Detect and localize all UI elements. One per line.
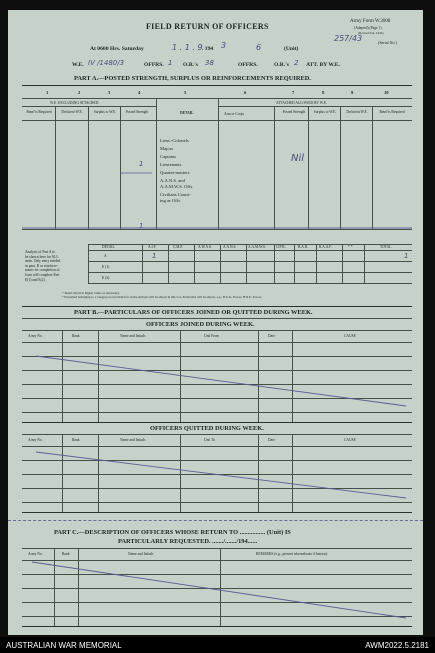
part-c-title-2: PARTICULARLY REQUESTED. ......./......./194......	[118, 538, 258, 545]
part-a-title: PART A.—POSTED STRENGTH, SURPLUS OR REINFORCEMENTS REQUIRED.	[74, 75, 311, 82]
lieutenants-posted: 1	[139, 160, 144, 168]
part-c-title: PART C.—DESCRIPTION OF OFFICERS WHOSE RETURN TO ................ (Unit) IS	[54, 529, 291, 536]
rank-label: Majors	[160, 146, 174, 151]
at-hours-label: At 0600 Hrs. Saturday	[90, 46, 144, 52]
col-number: 3	[108, 90, 111, 95]
col-header: Deficient W.E.	[61, 110, 83, 114]
date-handwritten: 1 . 1 . 9	[172, 43, 203, 52]
form-revised: (Revised Jan. 1943)	[358, 31, 384, 35]
ors2-handwritten: 2	[294, 59, 299, 67]
ors-label: O.R.'s	[183, 62, 198, 68]
total-posted: 1	[139, 222, 144, 230]
col-number: 2	[78, 90, 81, 95]
serial-label: (Serial No.)	[378, 40, 397, 45]
detail-header: DETAIL	[180, 111, 194, 115]
offrs2-label: OFFRS.	[238, 62, 258, 68]
joined-col: Rank	[72, 334, 80, 338]
quitted-strike-line	[36, 452, 406, 498]
joined-col: Name and Initials	[120, 334, 146, 338]
footnote-1: * Insert detail at higher tanks as necessary.	[62, 291, 120, 295]
group-attached-allowed: ATTACHED ALLOWED BY W.E.	[276, 101, 327, 105]
serial-number: 257/43	[334, 34, 363, 43]
col-number: 7	[292, 90, 295, 95]
analysis-header: * *	[348, 245, 353, 249]
joined-col: Unit From	[204, 334, 220, 338]
rank-label: Lieutenants	[160, 162, 182, 167]
ors-handwritten: 38	[205, 59, 214, 67]
part-c-col: Rank	[62, 552, 70, 556]
col-header: Surplus to W.E.	[313, 110, 337, 114]
col-header: Deficient W.E.	[346, 110, 368, 114]
rank-label: A.A.M.W.S. Offs.	[160, 184, 194, 189]
analysis-header: A.A.M.W.S.	[248, 245, 266, 249]
footer-accession: AWM2022.5.2181	[365, 641, 429, 650]
analysis-row-label: A	[104, 254, 107, 258]
analysis-header: R.A.A.F.	[319, 245, 332, 249]
form-sheet	[8, 10, 423, 635]
analysis-header: A.I.F.	[148, 245, 157, 249]
form-adapted: (Adapted) (Page 1)	[354, 26, 382, 30]
archive-footer	[0, 637, 435, 653]
col-number: 9	[351, 90, 354, 95]
we-handwritten: IV /1480/3	[88, 59, 125, 67]
joined-col: Army No.	[28, 334, 43, 338]
col-number: 10	[384, 90, 389, 95]
col-number: 8	[322, 90, 325, 95]
quitted-col: Date	[268, 438, 275, 442]
col-header: Reinf'ts Required	[26, 110, 52, 114]
footer-institution: AUSTRALIAN WAR MEMORIAL	[6, 641, 122, 650]
col-header: Posted Strength	[282, 110, 306, 114]
rank-label: Captains	[160, 154, 177, 159]
unit-handwritten: 6	[256, 43, 262, 52]
year-label: . 194	[202, 46, 214, 52]
analysis-header: C.M.F.	[173, 245, 183, 249]
rank-label: ing as Offs.	[160, 198, 182, 203]
year-handwritten: 3	[221, 41, 227, 50]
rank-label: Civilians Count-	[160, 192, 191, 197]
rank-label: Quarter-masters	[160, 170, 190, 175]
col-number: 6	[244, 90, 247, 95]
analysis-header: A.W.A.S.	[198, 245, 212, 249]
quitted-title: OFFICERS QUITTED DURING WEEK.	[150, 425, 264, 432]
analysis-row-label: E (2)	[102, 276, 110, 280]
form-id: Army Form W.3008	[350, 19, 391, 24]
offrs-handwritten: 1	[168, 59, 173, 67]
col-header: Arm or Corps	[224, 112, 244, 116]
quitted-col: Unit To	[204, 438, 215, 442]
att-by-we-label: ATT. BY W.E.	[306, 62, 340, 68]
col-header: Posted Strength	[125, 110, 149, 114]
quitted-col: Army No.	[28, 438, 43, 442]
analysis-a-aif: 1	[152, 252, 157, 260]
analysis-a-total: 1	[404, 252, 409, 260]
col-header: Surplus to W.E.	[93, 110, 117, 114]
offrs-label: OFFRS.	[144, 62, 164, 68]
group-excluding-attached: W.E. EXCLUDING ATTACHED	[50, 101, 99, 105]
part-c-col: Army No.	[28, 552, 43, 556]
rank-label: Lieut.-Colonels	[160, 138, 189, 143]
analysis-note: Analysis of Part A to be shown here for ALL units. Only entry needed in para. B or reinforce- ments for completion of form will complete Part E(1) and E(2).	[25, 250, 61, 282]
col-number: 5	[184, 90, 187, 95]
analysis-header: A.A.N.S.	[223, 245, 237, 249]
joined-title: OFFICERS JOINED DURING WEEK.	[146, 321, 255, 328]
analysis-header: TOTAL	[380, 245, 392, 249]
quitted-col: Name and Initials	[120, 438, 146, 442]
we-label: W.E.	[72, 62, 84, 68]
analysis-header: R.A.N.	[298, 245, 309, 249]
part-c-col: REMARKS (e.g., present whereabouts if known).	[256, 552, 328, 556]
analysis-header: CIVIL	[276, 245, 286, 249]
joined-col: Date	[268, 334, 275, 338]
col-header: Reinf'ts Required	[379, 110, 405, 114]
joined-col: CAUSE	[344, 334, 356, 338]
part-c-col: Name and Initials	[128, 552, 154, 556]
part-c-strike-line	[32, 562, 406, 618]
rank-label: A.A.N.S. and	[160, 178, 185, 183]
form-title: FIELD RETURN OF OFFICERS	[146, 22, 269, 31]
quitted-col: CAUSE	[344, 438, 356, 442]
footnote-2: * Personnel belonging to a category not provided for in the analysis will be shown in this Col. Particulars will be shown, e.g., H U.K. Forces, H N.E. Forces.	[62, 295, 262, 299]
analysis-row-label: E (1)	[102, 265, 110, 269]
nil-annotation: Nil	[291, 153, 305, 164]
part-b-title: PART B.—PARTICULARS OF OFFICERS JOINED OR QUITTED DURING WEEK.	[74, 309, 313, 316]
analysis-header: DETAIL	[102, 245, 115, 249]
ors2-label: O.R.'s	[274, 62, 289, 68]
joined-strike-line	[36, 356, 406, 406]
col-number: 4	[138, 90, 141, 95]
quitted-col: Rank	[72, 438, 80, 442]
col-number: 1	[46, 90, 49, 95]
handwritten-lines	[8, 10, 423, 635]
unit-label: (Unit)	[284, 46, 299, 52]
